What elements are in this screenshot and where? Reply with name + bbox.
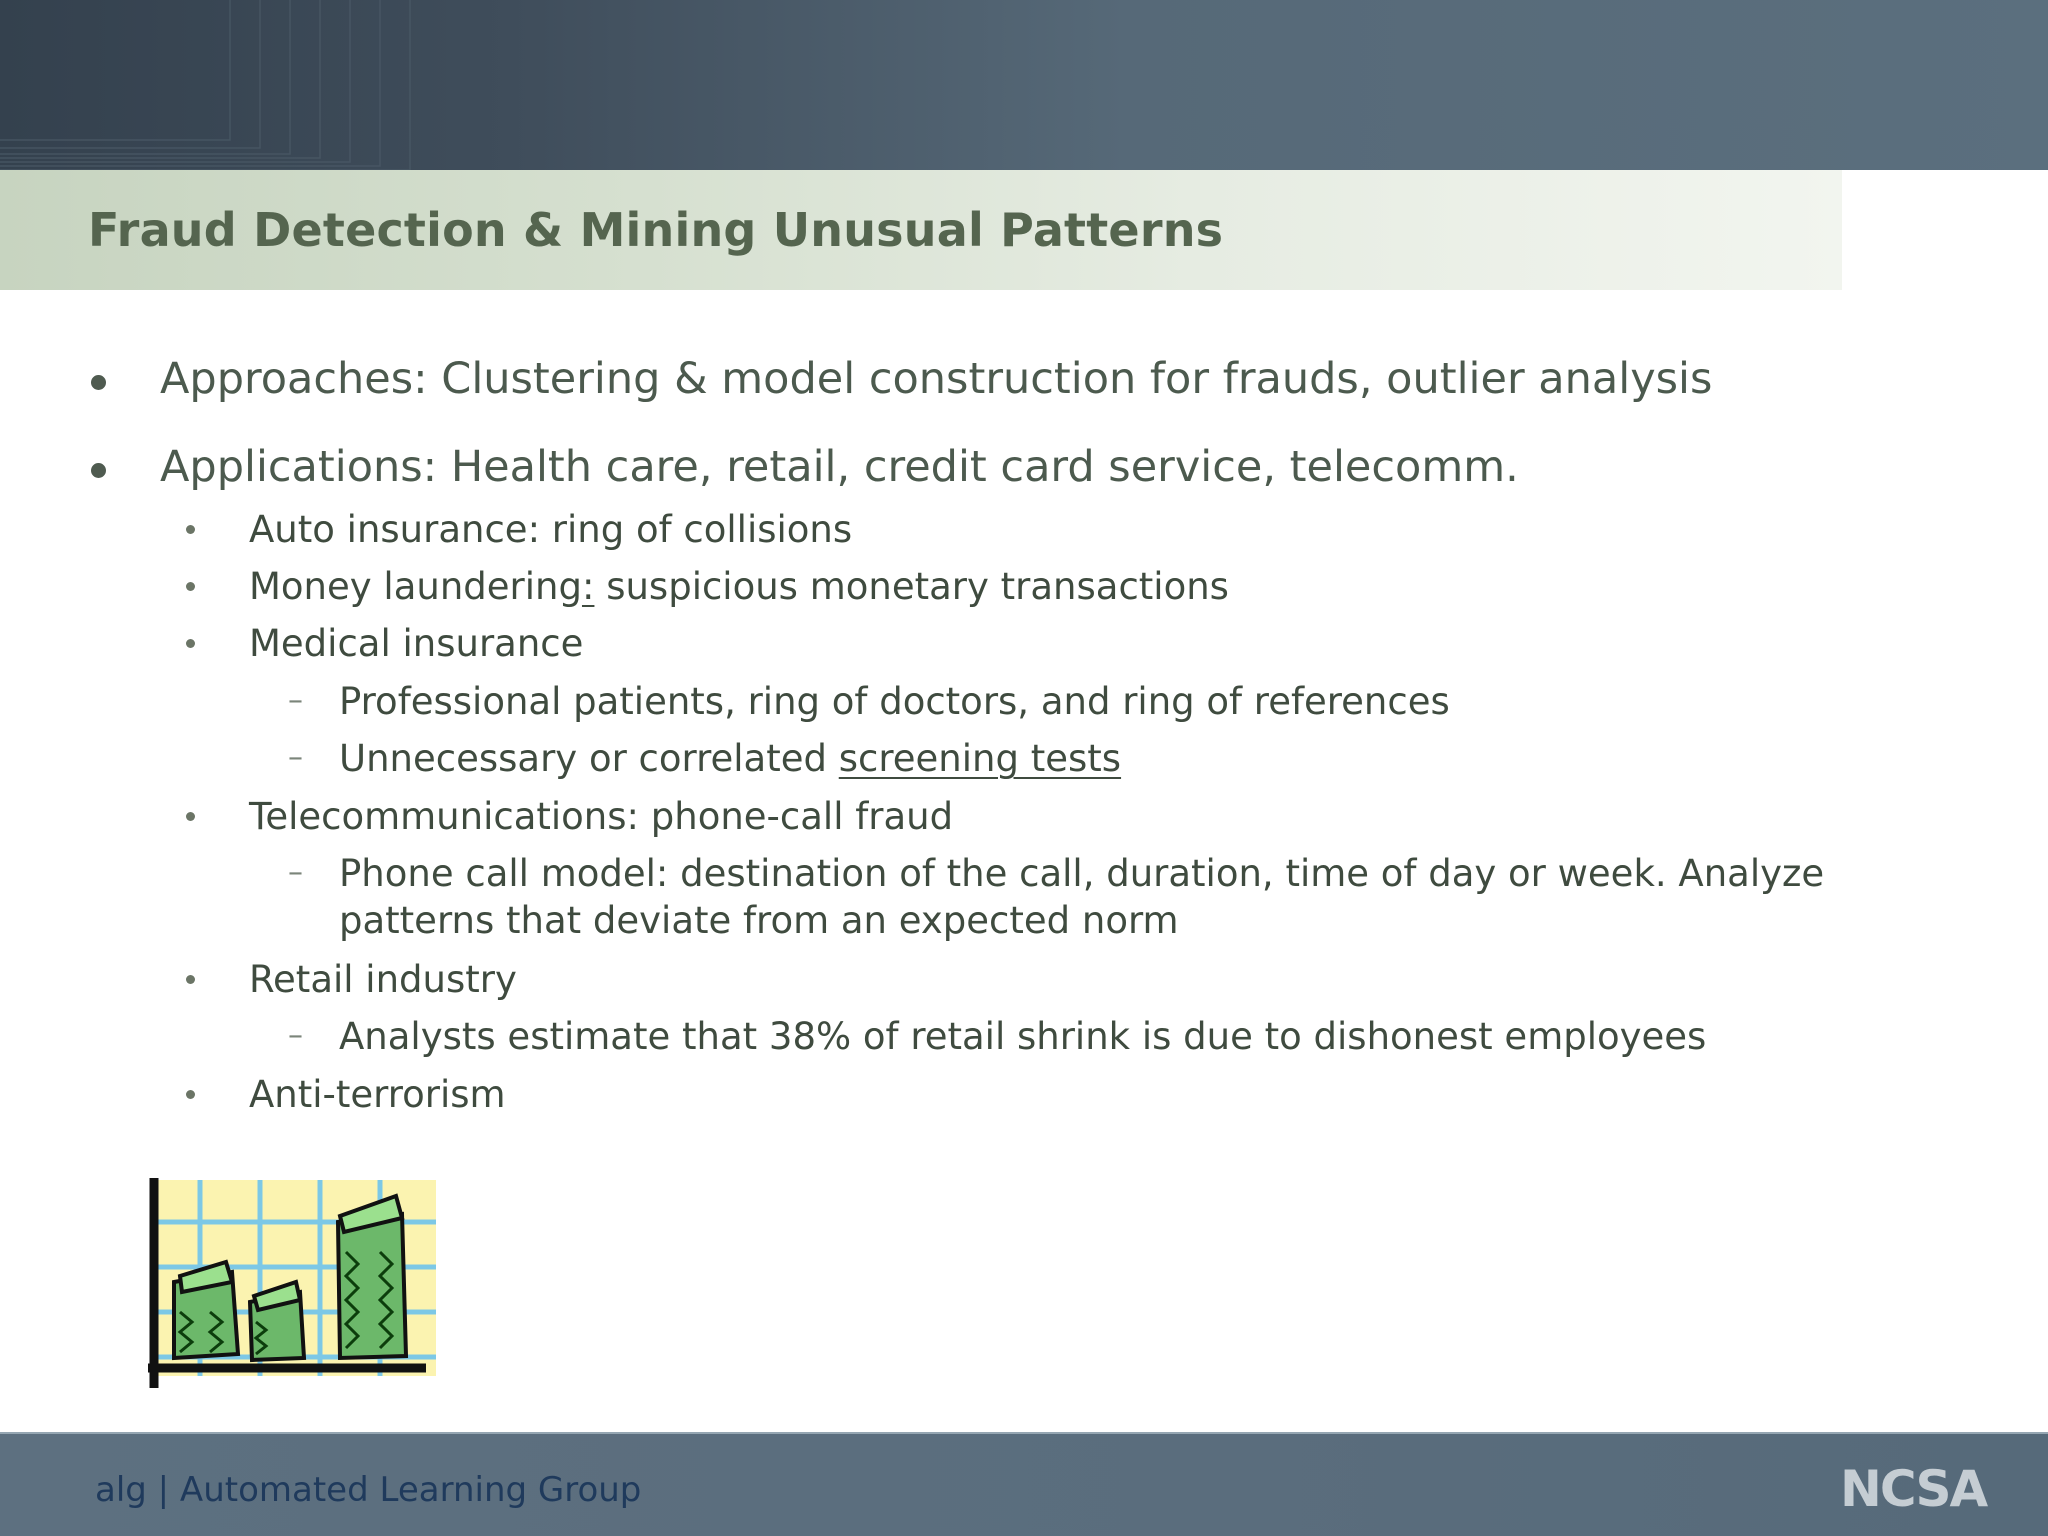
dash-bullet: –: [288, 683, 303, 718]
sub-bullet-dot: [186, 639, 195, 648]
dash-bullet: –: [288, 1018, 303, 1053]
bullet-dot: [91, 375, 106, 390]
sub-bullet-medical: Medical insurance: [249, 622, 584, 665]
sub-bullet-dot: [186, 975, 195, 984]
money-laundering-text: Money laundering: [249, 565, 582, 608]
sub-bullet-auto: Auto insurance: ring of collisions: [249, 508, 853, 551]
sub-bullet-anti-terrorism: Anti-terrorism: [249, 1073, 506, 1116]
footer-group-name: alg | Automated Learning Group: [95, 1470, 642, 1510]
screening-prefix: Unnecessary or correlated: [339, 737, 839, 780]
sub-sub-bullet-screening: [339, 737, 1121, 780]
dash-bullet: –: [288, 740, 303, 775]
sub-bullet-dot: [186, 582, 195, 591]
slide-title: Fraud Detection & Mining Unusual Patterns: [88, 203, 1224, 257]
dash-bullet: –: [288, 855, 303, 890]
bullet-approaches: Approaches: Clustering & model construction for frauds, outlier analysis: [160, 354, 1713, 404]
screening-tests-link[interactable]: screening tests: [838, 737, 1122, 780]
sub-bullet-telecom: Telecommunications: phone-call fraud: [249, 795, 954, 838]
ncsa-logo: NCSA: [1840, 1460, 1987, 1518]
money-laundering-colon: :: [581, 565, 595, 608]
bullet-dot: [91, 463, 106, 478]
sub-sub-bullet-analysts: Analysts estimate that 38% of retail shrink is due to dishonest employees: [339, 1015, 1707, 1058]
sub-sub-bullet-phone-model-line1: Phone call model: destination of the call, duration, time of day or week. Analyze: [339, 852, 1825, 895]
sub-bullet-dot: [186, 1090, 195, 1099]
sub-bullet-dot: [186, 812, 195, 821]
sub-sub-bullet-professional: Professional patients, ring of doctors, and ring of references: [339, 680, 1450, 723]
money-laundering-desc: suspicious monetary transactions: [594, 565, 1229, 608]
sub-bullet-dot: [186, 525, 195, 534]
money-bar-chart-icon: [140, 1172, 440, 1392]
sub-bullet-retail: Retail industry: [249, 958, 517, 1001]
bullet-applications: Applications: Health care, retail, credit card service, telecomm.: [160, 442, 1519, 492]
sub-sub-bullet-phone-model-line2: patterns that deviate from an expected norm: [339, 899, 1179, 942]
sub-bullet-money: [249, 565, 1229, 608]
